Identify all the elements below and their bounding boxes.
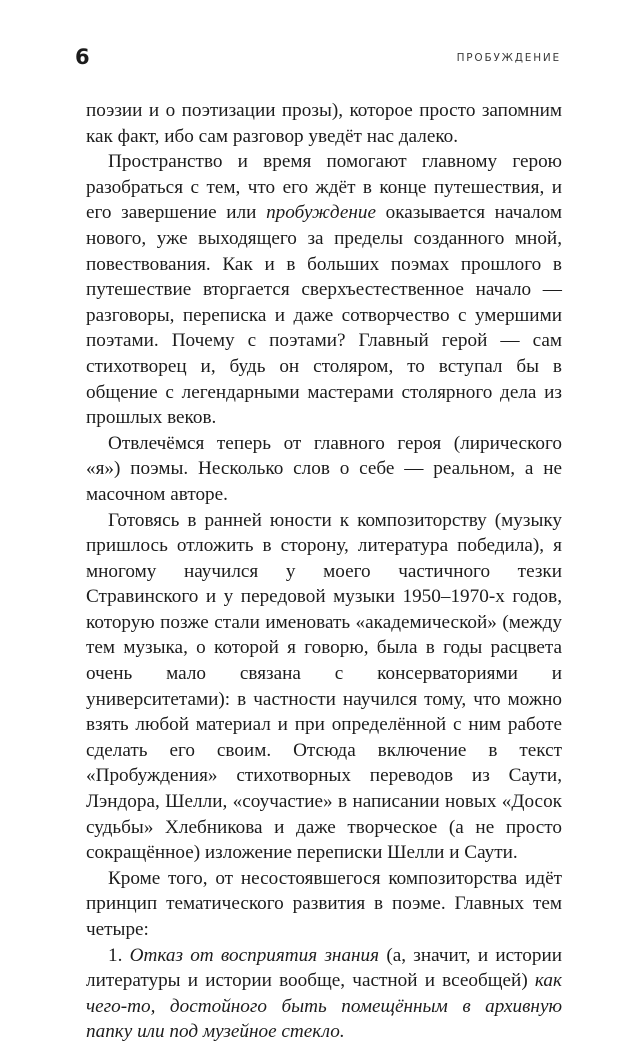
- paragraph-6-text: (а, значит, и истории литературы и истории вообще, частной и всеобщей): [86, 944, 562, 992]
- theme-title: Отказ от восприятия знания: [129, 944, 380, 966]
- paragraph-6: [86, 943, 562, 1045]
- paragraph-2-text-a: Пространство и время помогают главному герою разобраться с тем, что его ждёт в конце путешествия, и его завершение или: [86, 151, 562, 224]
- list-number: 1.: [108, 944, 130, 966]
- paragraph-3: Отвлечёмся теперь от главного героя (лирического «я») поэмы. Несколько слов о себе — реальном, а не масочном авторе.: [86, 432, 562, 505]
- paragraph-2: [86, 149, 562, 431]
- paragraph-1: поэзии и о поэтизации прозы), которое просто запомним как факт, ибо сам разговор уведёт нас далеко.: [86, 100, 562, 147]
- paragraph-5: Кроме того, от несостоявшегося композиторства идёт принцип тематического развития в поэме. Главных тем четыре:: [86, 867, 562, 940]
- running-head: ПРОБУЖДЕНИЕ: [456, 52, 561, 64]
- paragraph-6-emphasis: как чего-то, достойного быть помещённым в архивную папку или под музейное стекло.: [86, 970, 562, 1043]
- paragraph-2-emphasis: пробуждение: [266, 202, 376, 224]
- body-text: [86, 98, 562, 1045]
- paragraph-4: Готовясь в ранней юности к композиторству (музыку пришлось отложить в сторону, литература победила), я многому научился у моего частичного тезки Стравинского и у передовой музыки 1950–1970-х годов, которую позже стали именовать «академической» (между тем музыка, о которой я говорю, была в годы расцвета очень мало связана с консерваториями и университетами): в частности научился тому, что можно взять любой материал и при определённой с ним работе сделать его своим. Отсюда включение в текст «Пробуждения» стихотворных переводов из Саути, Лэндора, Шелли, «соучастие» в написании новых «Досок судьбы» Хлебникова и даже творческое (а не просто сокращённое) изложение переписки Шелли и Саути.: [86, 509, 562, 864]
- paragraph-2-text-b: оказывается началом нового, уже выходящего за пределы созданного мной, повествования. Как и в больших поэмах прошлого в путешествие вторгается сверхъестественное начало — разговоры, переписка и даже сотворчество с умершими поэтами. Почему с поэтами? Главный герой — сам стихотворец и, будь он столяром, то вступал бы в общение с легендарными мастерами столярного дела из прошлых веков.: [86, 202, 562, 429]
- page-number: 6: [75, 45, 91, 69]
